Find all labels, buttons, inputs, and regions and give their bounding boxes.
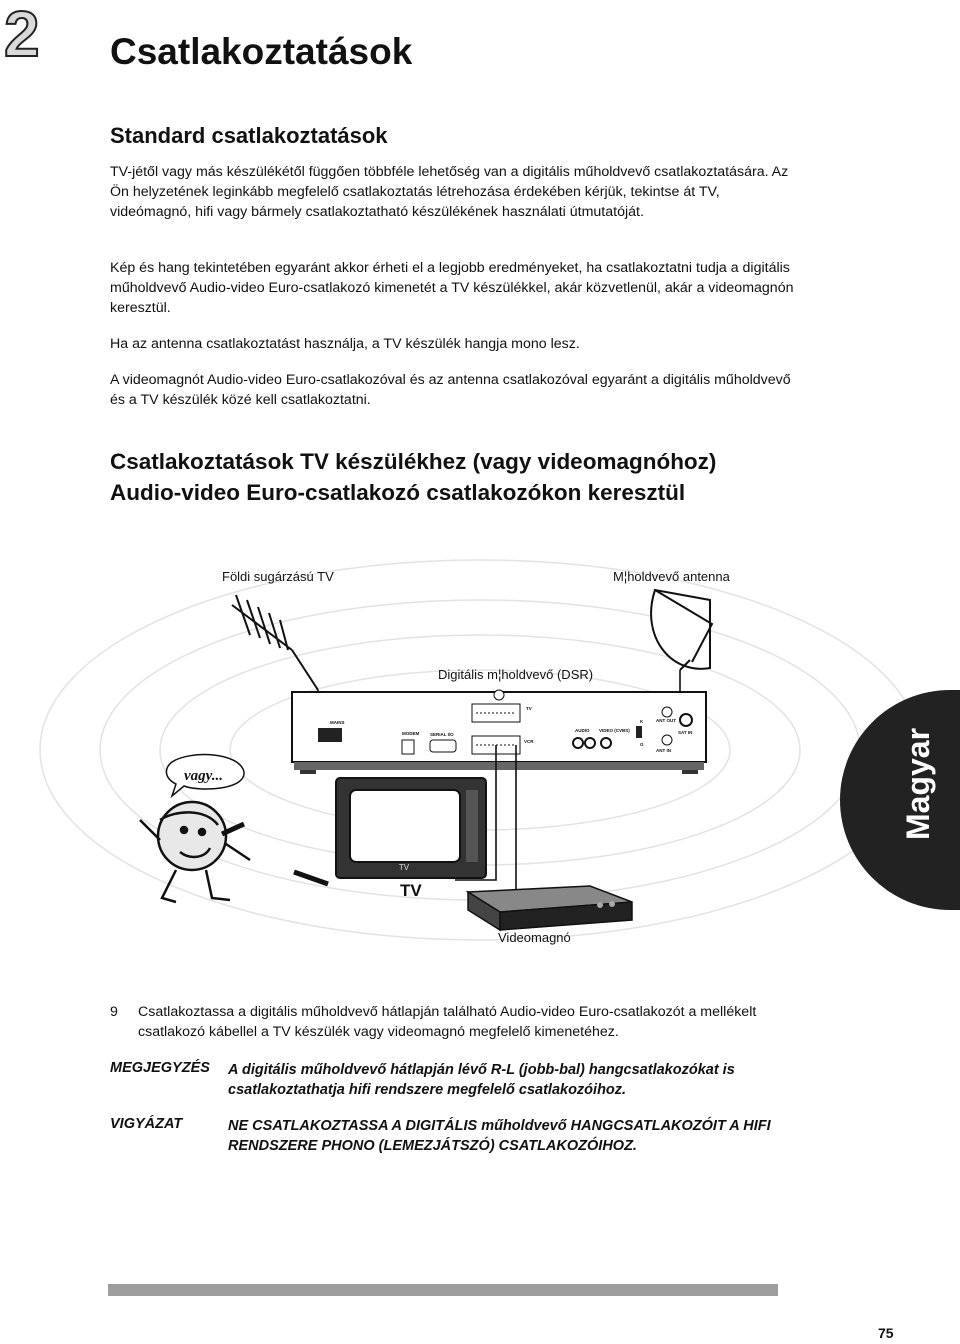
serial-port [430, 740, 456, 752]
footer-bar [108, 1284, 778, 1296]
panel-label-sat-in: SAT IN [678, 730, 693, 735]
paragraph-vcr: A videomagnót Audio-video Euro-csatlakozóval és az antenna csatlakozóval egyaránt a digitális műholdvevő és a TV készülék közé kell csatlakoztatni. [110, 372, 791, 408]
paragraph-best-results: Kép és hang tekintetében egyaránt akkor érheti el a legjobb eredményeket, ha csatlakoztatni tudja a digitális műholdvevő Audio-video Euro-csatlakozó kimenetét a TV készülékkel, akár közvetlenül, akár a videomagnón keresztül. [110, 260, 794, 316]
mains-socket [318, 728, 342, 742]
language-tab-label: Magyar [900, 727, 936, 840]
tv-label: TV [400, 881, 422, 900]
step-number: 9 [110, 1004, 118, 1020]
cartoon-mascot-icon [140, 802, 328, 902]
panel-label-audio: AUDIO [575, 728, 590, 733]
panel-label-g: G [640, 742, 644, 747]
note-text: A digitális műholdvevő hátlapján lévő R-L (jobb-bal) hangcsatlakozókat is csatlakoztathatja hifi rendszere megfelelő csatlakozóihoz. [228, 1062, 735, 1098]
receiver-back-panel [292, 690, 706, 774]
chapter-title: Csatlakoztatások [110, 31, 413, 72]
section-title-standard: Standard csatlakoztatások [110, 123, 388, 148]
panel-label-modem: MODEM [402, 731, 420, 736]
panel-label-vcr: VCR [524, 739, 534, 744]
chapter-number: 2 [4, 0, 38, 70]
cartoon-speech-bubble [166, 755, 244, 796]
section-title-line1: Csatlakoztatások TV készülékhez (vagy videomagnóhoz) [110, 449, 717, 474]
vcr-label: Videomagnó [498, 930, 571, 945]
panel-label-video: VIDEO (CVBS) [599, 728, 630, 733]
paragraph-intro: TV-jétől vagy más készülékétől függően többféle lehetőség van a digitális műholdvevő csatlakoztatására. Az Ön helyzetének leginkább megfelelő csatlakoztatás létrehozása érdekében kérjük, tekintse át TV, videómagnó, hifi vagy bármely csatlakoztatható készülékének használati útmutatóját. [110, 164, 789, 220]
connection-diagram [0, 540, 960, 960]
warning-text: NE CSATLAKOZTASSA A DIGITÁLIS műholdvevő HANGCSATLAKOZÓIT A HIFI RENDSZERE PHONO (LEMEZJÁTSZÓ) CSATLAKOZÓIHOZ. [228, 1118, 771, 1154]
note-label: MEGJEGYZÉS [110, 1060, 210, 1076]
step-instruction [110, 1002, 790, 1042]
receiver-label: Digitális m¦holdvevő (DSR) [438, 667, 594, 682]
section-title-line2: Audio-video Euro-csatlakozó csatlakozókon keresztül [110, 480, 686, 505]
satellite-dish-label: M¦holdvevő antenna [613, 569, 730, 584]
section-title-scart [110, 446, 870, 508]
terrestrial-tv-label: Földi sugárzású TV [222, 569, 334, 584]
step-text: Csatlakoztassa a digitális műholdvevő hátlapján található Audio-video Euro-csatlakozót a mellékelt csatlakozó kábellel a TV készülék vagy videomagnó megfelelő kimenetéhez. [138, 1004, 757, 1040]
tv-screen-label: TV [398, 863, 410, 872]
panel-label-ant-out: ANT OUT [656, 718, 676, 723]
paragraph-mono: Ha az antenna csatlakoztatást használja, a TV készülék hangja mono lesz. [110, 336, 580, 352]
panel-label-mains: MAINS [330, 720, 345, 725]
panel-label-serial: SERIAL I/O [430, 732, 454, 737]
panel-label-tv: TV [526, 706, 532, 711]
warning-label: VIGYÁZAT [110, 1116, 183, 1132]
vcr-icon [468, 886, 632, 930]
panel-label-k: K [640, 719, 644, 724]
panel-label-ant-in: ANT IN [656, 748, 671, 753]
tv-set-icon [336, 778, 486, 878]
modem-port [402, 740, 414, 754]
cartoon-label: vagy... [184, 768, 224, 784]
page-number: 75 [878, 1325, 894, 1341]
